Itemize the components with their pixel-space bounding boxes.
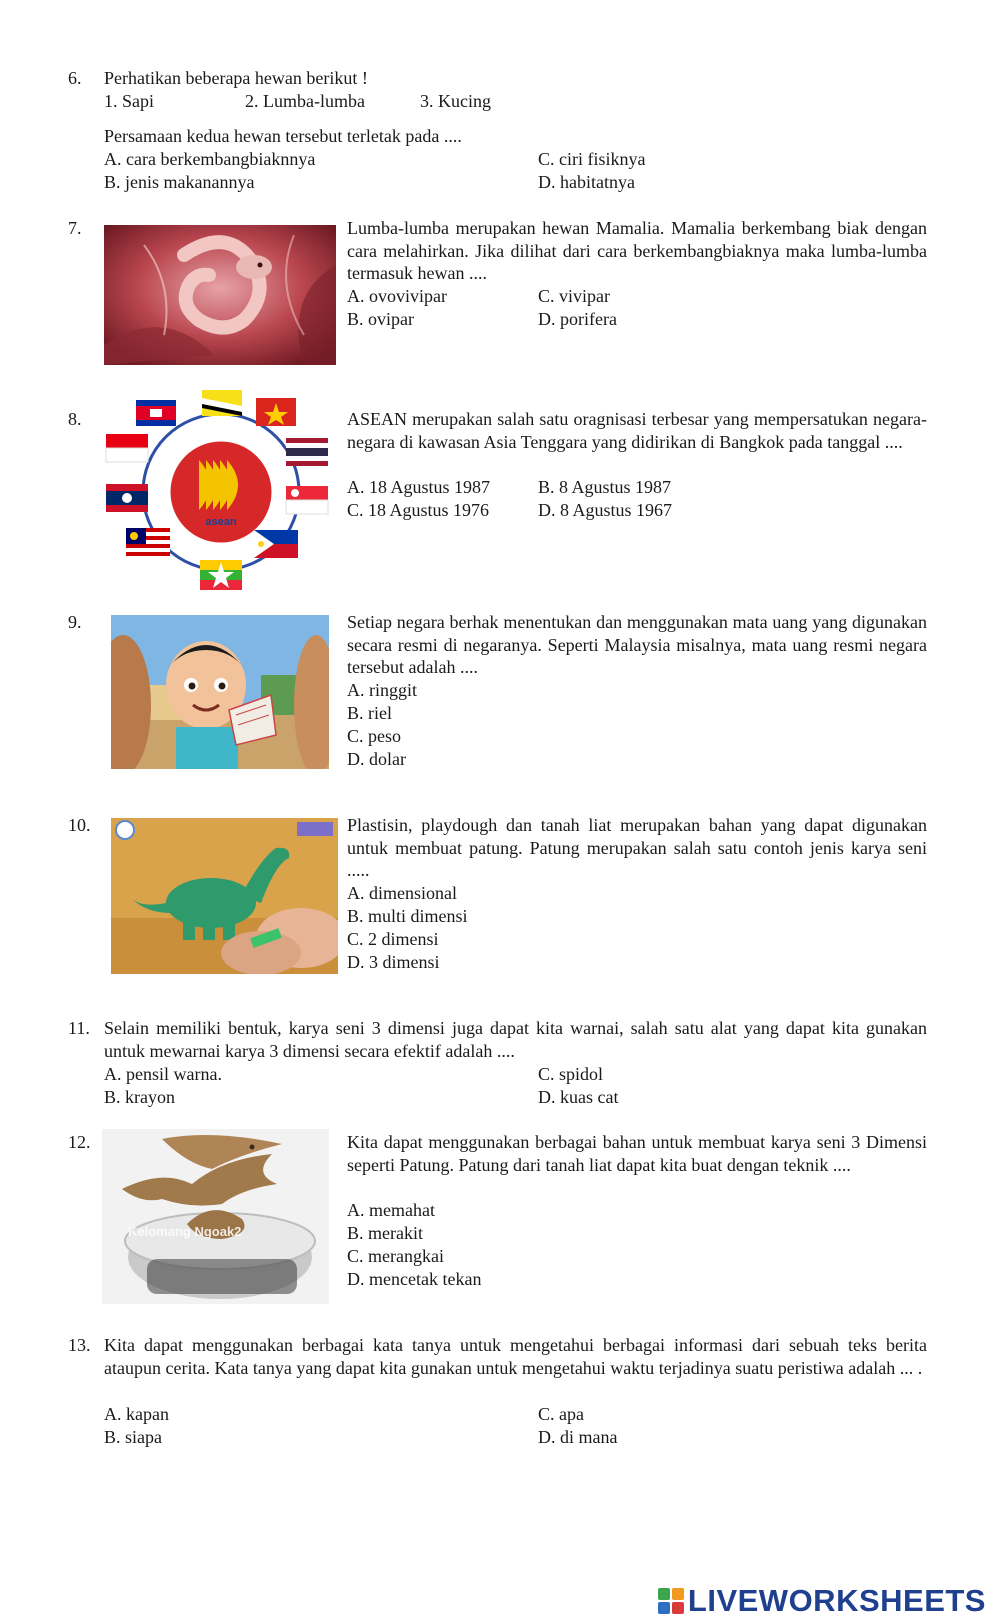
option-b[interactable]: B. siapa — [104, 1427, 162, 1447]
question-number: 10. — [68, 815, 91, 835]
option-b[interactable]: B. merakit — [347, 1223, 423, 1243]
option-d[interactable]: D. di mana — [538, 1427, 618, 1447]
dolphin-embryo-image — [104, 225, 336, 365]
list-item: 2. Lumba-lumba — [245, 91, 365, 111]
option-a[interactable]: A. memahat — [347, 1200, 435, 1220]
option-b[interactable]: B. riel — [347, 703, 392, 723]
clay-dinosaur-image — [111, 818, 338, 974]
option-d[interactable]: D. mencetak tekan — [347, 1269, 482, 1289]
option-a[interactable]: A. 18 Agustus 1987 — [347, 477, 491, 497]
question-number: 8. — [68, 409, 82, 429]
question-text: Selain memiliki bentuk, karya seni 3 dimensi juga dapat kita warnai, salah satu alat yang dapat kita gunakan untuk mewarnai karya 3 dimensi secara efektif adalah .... — [104, 1018, 927, 1061]
flag-singapore-icon — [286, 486, 328, 514]
question-number: 6. — [68, 68, 82, 88]
option-d[interactable]: D. dolar — [347, 749, 406, 769]
option-b[interactable]: B. multi dimensi — [347, 906, 468, 926]
option-c[interactable]: C. ciri fisiknya — [538, 149, 646, 169]
question-text: Kita dapat menggunakan berbagai kata tanya untuk mengetahui berbagai informasi dari sebuah teks berita ataupun cerita. Kata tanya yang dapat kita gunakan untuk mengetahui waktu terjadinya suatu peristiwa adalah ... . — [104, 1335, 927, 1378]
option-b[interactable]: B. ovipar — [347, 309, 414, 329]
option-d[interactable]: D. 3 dimensi — [347, 952, 440, 972]
question-number: 11. — [68, 1018, 90, 1038]
option-a[interactable]: A. dimensional — [347, 883, 457, 903]
asean-logo-text: asean — [205, 516, 237, 528]
flag-vietnam-icon — [256, 398, 296, 426]
question-number: 9. — [68, 612, 82, 632]
question-text: Lumba-lumba merupakan hewan Mamalia. Mamalia berkembang biak dengan cara melahirkan. Jika dilihat dari cara berkembangbiaknya maka lumba-lumba termasuk hewan .... — [347, 218, 927, 283]
option-a[interactable]: A. ringgit — [347, 680, 417, 700]
asean-logo-flags-image — [104, 390, 339, 595]
liveworksheets-logo[interactable] — [658, 1582, 986, 1618]
option-c[interactable]: C. merangkai — [347, 1246, 444, 1266]
option-c[interactable]: C. vivipar — [538, 286, 610, 306]
option-c[interactable]: C. 18 Agustus 1976 — [347, 500, 490, 520]
option-a[interactable]: A. cara berkembangbiaknnya — [104, 149, 316, 169]
flag-philippines-icon — [254, 530, 298, 558]
flag-laos-icon — [106, 484, 148, 512]
option-d[interactable]: D. kuas cat — [538, 1087, 619, 1107]
watermark-text: Kelomang Ngoak2 — [128, 1224, 242, 1239]
list-item: 1. Sapi — [104, 91, 155, 111]
flag-thailand-icon — [286, 438, 328, 466]
question-number: 13. — [68, 1335, 91, 1355]
liveworksheets-mark-icon — [658, 1588, 684, 1614]
flag-brunei-icon — [202, 390, 242, 416]
option-c[interactable]: C. spidol — [538, 1064, 604, 1084]
option-c[interactable]: C. peso — [347, 726, 401, 746]
question-text: Plastisin, playdough dan tanah liat merupakan bahan yang dapat digunakan untuk membuat patung. Patung merupakan salah satu contoh jenis karya seni ..... — [347, 815, 927, 880]
cartoon-boy-money-image — [111, 615, 329, 769]
question-number: 12. — [68, 1132, 91, 1152]
brand-name: LIVEWORKSHEETS — [687, 1582, 986, 1618]
question-text: Setiap negara berhak menentukan dan menggunakan mata uang yang digunakan secara resmi di negaranya. Seperti Malaysia misalnya, mata uang resmi negara tersebut adalah .... — [347, 612, 927, 677]
flag-indonesia-icon — [106, 434, 148, 462]
list-item: 3. Kucing — [420, 91, 491, 111]
option-a[interactable]: A. kapan — [104, 1404, 169, 1424]
option-d[interactable]: D. habitatnya — [538, 172, 635, 192]
question-text: Kita dapat menggunakan berbagai bahan untuk membuat karya seni 3 Dimensi seperti Patung. Patung dari tanah liat dapat kita buat dengan teknik .... — [347, 1132, 927, 1175]
option-d[interactable]: D. 8 Agustus 1967 — [538, 500, 673, 520]
question-number: 7. — [68, 218, 82, 238]
question-text: ASEAN merupakan salah satu oragnisasi terbesar yang mempersatukan negara-negara di kawasan Asia Tenggara yang didirikan di Bangkok pada tanggal .... — [347, 409, 927, 452]
question-text: Perhatikan beberapa hewan berikut ! — [104, 68, 368, 88]
option-c[interactable]: C. apa — [538, 1404, 584, 1424]
flag-cambodia-icon — [136, 400, 176, 426]
option-b[interactable]: B. 8 Agustus 1987 — [538, 477, 672, 497]
option-b[interactable]: B. jenis makanannya — [104, 172, 255, 192]
flag-myanmar-icon — [200, 560, 242, 590]
option-a[interactable]: A. ovovivipar — [347, 286, 447, 306]
option-d[interactable]: D. porifera — [538, 309, 617, 329]
clay-shark-sculpture-image — [102, 1129, 329, 1304]
flag-malaysia-icon — [126, 528, 170, 556]
question-stem: Persamaan kedua hewan tersebut terletak pada .... — [104, 126, 462, 146]
option-b[interactable]: B. krayon — [104, 1087, 175, 1107]
option-a[interactable]: A. pensil warna. — [104, 1064, 222, 1084]
option-c[interactable]: C. 2 dimensi — [347, 929, 439, 949]
